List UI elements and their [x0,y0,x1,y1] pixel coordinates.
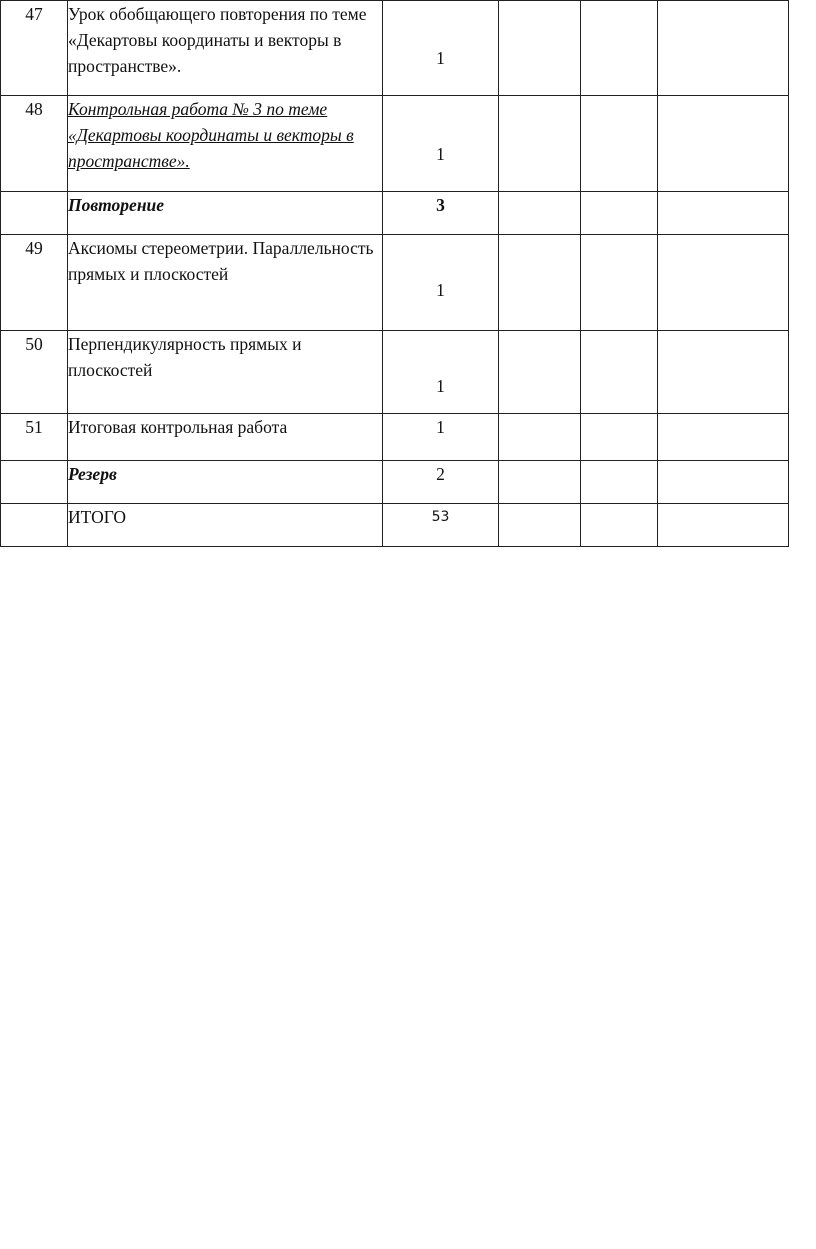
reserve-hours: 2 [436,464,445,484]
hours-cell [383,331,499,414]
empty-cell [581,192,658,235]
reserve-title: Резерв [68,464,117,484]
empty-cell [581,235,658,331]
hours-cell [383,192,499,235]
table-row [1,235,789,331]
section-title [68,192,383,235]
table-row [1,504,789,547]
total-label: ИТОГО [68,504,383,547]
empty-cell [658,461,789,504]
lesson-number: 49 [1,235,68,331]
empty-cell [499,1,581,96]
lesson-topic: Итоговая контрольная работа [68,414,383,461]
section-title-text: Повторение [68,195,165,215]
table-row [1,331,789,414]
lesson-topic [68,96,383,192]
empty-cell [499,192,581,235]
empty-cell [658,504,789,547]
lesson-number [1,461,68,504]
empty-cell [581,331,658,414]
lesson-hours: 1 [436,280,445,300]
table-row [1,414,789,461]
empty-cell [499,235,581,331]
empty-cell [499,414,581,461]
table-row [1,461,789,504]
lesson-number [1,504,68,547]
empty-cell [658,1,789,96]
lesson-hours: 1 [436,144,445,164]
lesson-number: 50 [1,331,68,414]
lesson-plan-table [0,0,789,547]
empty-cell [499,96,581,192]
lesson-number [1,192,68,235]
empty-cell [658,331,789,414]
lesson-hours: 1 [436,417,445,437]
lesson-topic: Перпендикулярность прямых и плоскостей [68,331,383,414]
section-title [68,461,383,504]
empty-cell [581,461,658,504]
section-hours: 3 [436,195,445,215]
empty-cell [658,96,789,192]
hours-cell [383,1,499,96]
test-topic-text: Контрольная работа № 3 по теме «Декартовы координаты и векторы в пространстве». [68,99,354,171]
lesson-number: 47 [1,1,68,96]
empty-cell [581,504,658,547]
lesson-topic: Урок обобщающего повторения по теме «Декартовы координаты и векторы в пространстве». [68,1,383,96]
hours-cell [383,504,499,547]
table-row [1,1,789,96]
table-row [1,96,789,192]
table-row [1,192,789,235]
empty-cell [658,414,789,461]
lesson-number: 51 [1,414,68,461]
lesson-hours: 1 [436,376,445,396]
hours-cell [383,96,499,192]
lesson-hours: 1 [436,48,445,68]
empty-cell [658,235,789,331]
lesson-topic: Аксиомы стереометрии. Параллельность прямых и плоскостей [68,235,383,331]
empty-cell [581,1,658,96]
total-hours: 53 [431,509,450,525]
hours-cell [383,235,499,331]
empty-cell [658,192,789,235]
empty-cell [499,504,581,547]
hours-cell [383,414,499,461]
empty-cell [499,461,581,504]
empty-cell [581,414,658,461]
hours-cell [383,461,499,504]
empty-cell [581,96,658,192]
lesson-number: 48 [1,96,68,192]
empty-cell [499,331,581,414]
